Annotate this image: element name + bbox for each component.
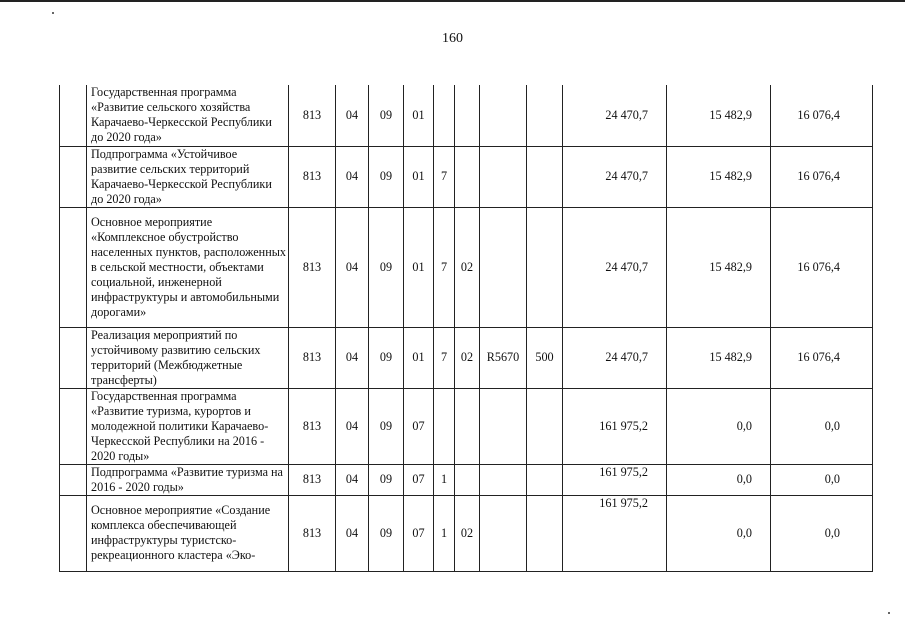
program-code: 01 [404,327,434,388]
row-index-cell [60,495,87,571]
amount-year-1: 161 975,2 [563,388,667,464]
program-code: 07 [404,495,434,571]
amount-year-3: 16 076,4 [771,207,873,327]
amount-year-2: 15 482,9 [667,85,771,146]
row-index-cell [60,207,87,327]
expense-type-code [527,464,563,495]
main-activity-code: 02 [455,327,480,388]
section-code: 04 [336,327,369,388]
program-code: 01 [404,146,434,207]
amount-year-1: 24 470,7 [563,146,667,207]
expense-type-code [527,146,563,207]
gov-code: 813 [289,207,336,327]
row-name: Государственная программа «Развитие туризма, курортов и молодежной политики Карачаево-Черкесской Республики на 2016 - 2020 годы» [87,388,289,464]
direction-code [480,85,527,146]
subprogram-code: 1 [434,495,455,571]
expense-type-code [527,495,563,571]
program-code: 07 [404,388,434,464]
subprogram-code: 1 [434,464,455,495]
direction-code [480,146,527,207]
expense-type-code [527,85,563,146]
row-index-cell [60,85,87,146]
amount-year-3: 16 076,4 [771,146,873,207]
program-code: 07 [404,464,434,495]
direction-code [480,388,527,464]
row-name: Подпрограмма «Устойчивое развитие сельских территорий Карачаево-Черкесской Республики до 2020 года» [87,146,289,207]
row-name: Основное мероприятие «Создание комплекса обеспечивающей инфраструктуры туристско-рекреационного кластера «Эко- [87,495,289,571]
table-row [60,207,873,327]
amount-year-2: 15 482,9 [667,146,771,207]
row-name: Подпрограмма «Развитие туризма на 2016 - 2020 годы» [87,464,289,495]
main-activity-code [455,146,480,207]
main-activity-code: 02 [455,495,480,571]
page-number: 160 [442,31,463,46]
program-code: 01 [404,207,434,327]
amount-year-1: 24 470,7 [563,85,667,146]
table-row [60,327,873,388]
subsection-code: 09 [369,207,404,327]
row-index-cell [60,146,87,207]
row-name: Реализация мероприятий по устойчивому развитию сельских территорий (Межбюджетные трансферты) [87,327,289,388]
amount-year-3: 0,0 [771,388,873,464]
gov-code: 813 [289,85,336,146]
main-activity-code [455,388,480,464]
gov-code: 813 [289,327,336,388]
row-index-cell [60,464,87,495]
gov-code: 813 [289,464,336,495]
section-code: 04 [336,464,369,495]
program-code: 01 [404,85,434,146]
scan-speck [888,612,890,614]
subsection-code: 09 [369,388,404,464]
section-code: 04 [336,495,369,571]
subsection-code: 09 [369,495,404,571]
direction-code: R5670 [480,327,527,388]
row-name: Государственная программа «Развитие сельского хозяйства Карачаево-Черкесской Республики до 2020 года» [87,85,289,146]
section-code: 04 [336,207,369,327]
subsection-code: 09 [369,146,404,207]
budget-table [59,85,873,572]
amount-year-1: 161 975,2 [563,495,667,571]
table-row [60,146,873,207]
main-activity-code [455,85,480,146]
subprogram-code: 7 [434,146,455,207]
table-row [60,495,873,571]
table-row [60,85,873,146]
subprogram-code: 7 [434,207,455,327]
subsection-code: 09 [369,85,404,146]
section-code: 04 [336,85,369,146]
subsection-code: 09 [369,464,404,495]
amount-year-3: 0,0 [771,495,873,571]
amount-year-2: 0,0 [667,388,771,464]
subprogram-code: 7 [434,327,455,388]
amount-year-2: 0,0 [667,495,771,571]
amount-year-2: 15 482,9 [667,327,771,388]
page-top-border [0,0,905,2]
expense-type-code [527,207,563,327]
expense-type-code [527,388,563,464]
table-row [60,464,873,495]
amount-year-1: 161 975,2 [563,464,667,495]
scan-speck [52,12,54,14]
section-code: 04 [336,146,369,207]
expense-type-code: 500 [527,327,563,388]
gov-code: 813 [289,146,336,207]
amount-year-1: 24 470,7 [563,327,667,388]
row-index-cell [60,327,87,388]
amount-year-1: 24 470,7 [563,207,667,327]
direction-code [480,207,527,327]
amount-year-2: 0,0 [667,464,771,495]
main-activity-code [455,464,480,495]
amount-year-3: 0,0 [771,464,873,495]
table-row [60,388,873,464]
main-activity-code: 02 [455,207,480,327]
subsection-code: 09 [369,327,404,388]
section-code: 04 [336,388,369,464]
amount-year-3: 16 076,4 [771,85,873,146]
direction-code [480,464,527,495]
row-name: Основное мероприятие «Комплексное обустройство населенных пунктов, расположенных в сельской местности, объектами социальной, инженерной инфраструктуры и автомобильными дорогами» [87,207,289,327]
subprogram-code [434,85,455,146]
direction-code [480,495,527,571]
subprogram-code [434,388,455,464]
amount-year-2: 15 482,9 [667,207,771,327]
row-index-cell [60,388,87,464]
amount-year-3: 16 076,4 [771,327,873,388]
gov-code: 813 [289,495,336,571]
gov-code: 813 [289,388,336,464]
